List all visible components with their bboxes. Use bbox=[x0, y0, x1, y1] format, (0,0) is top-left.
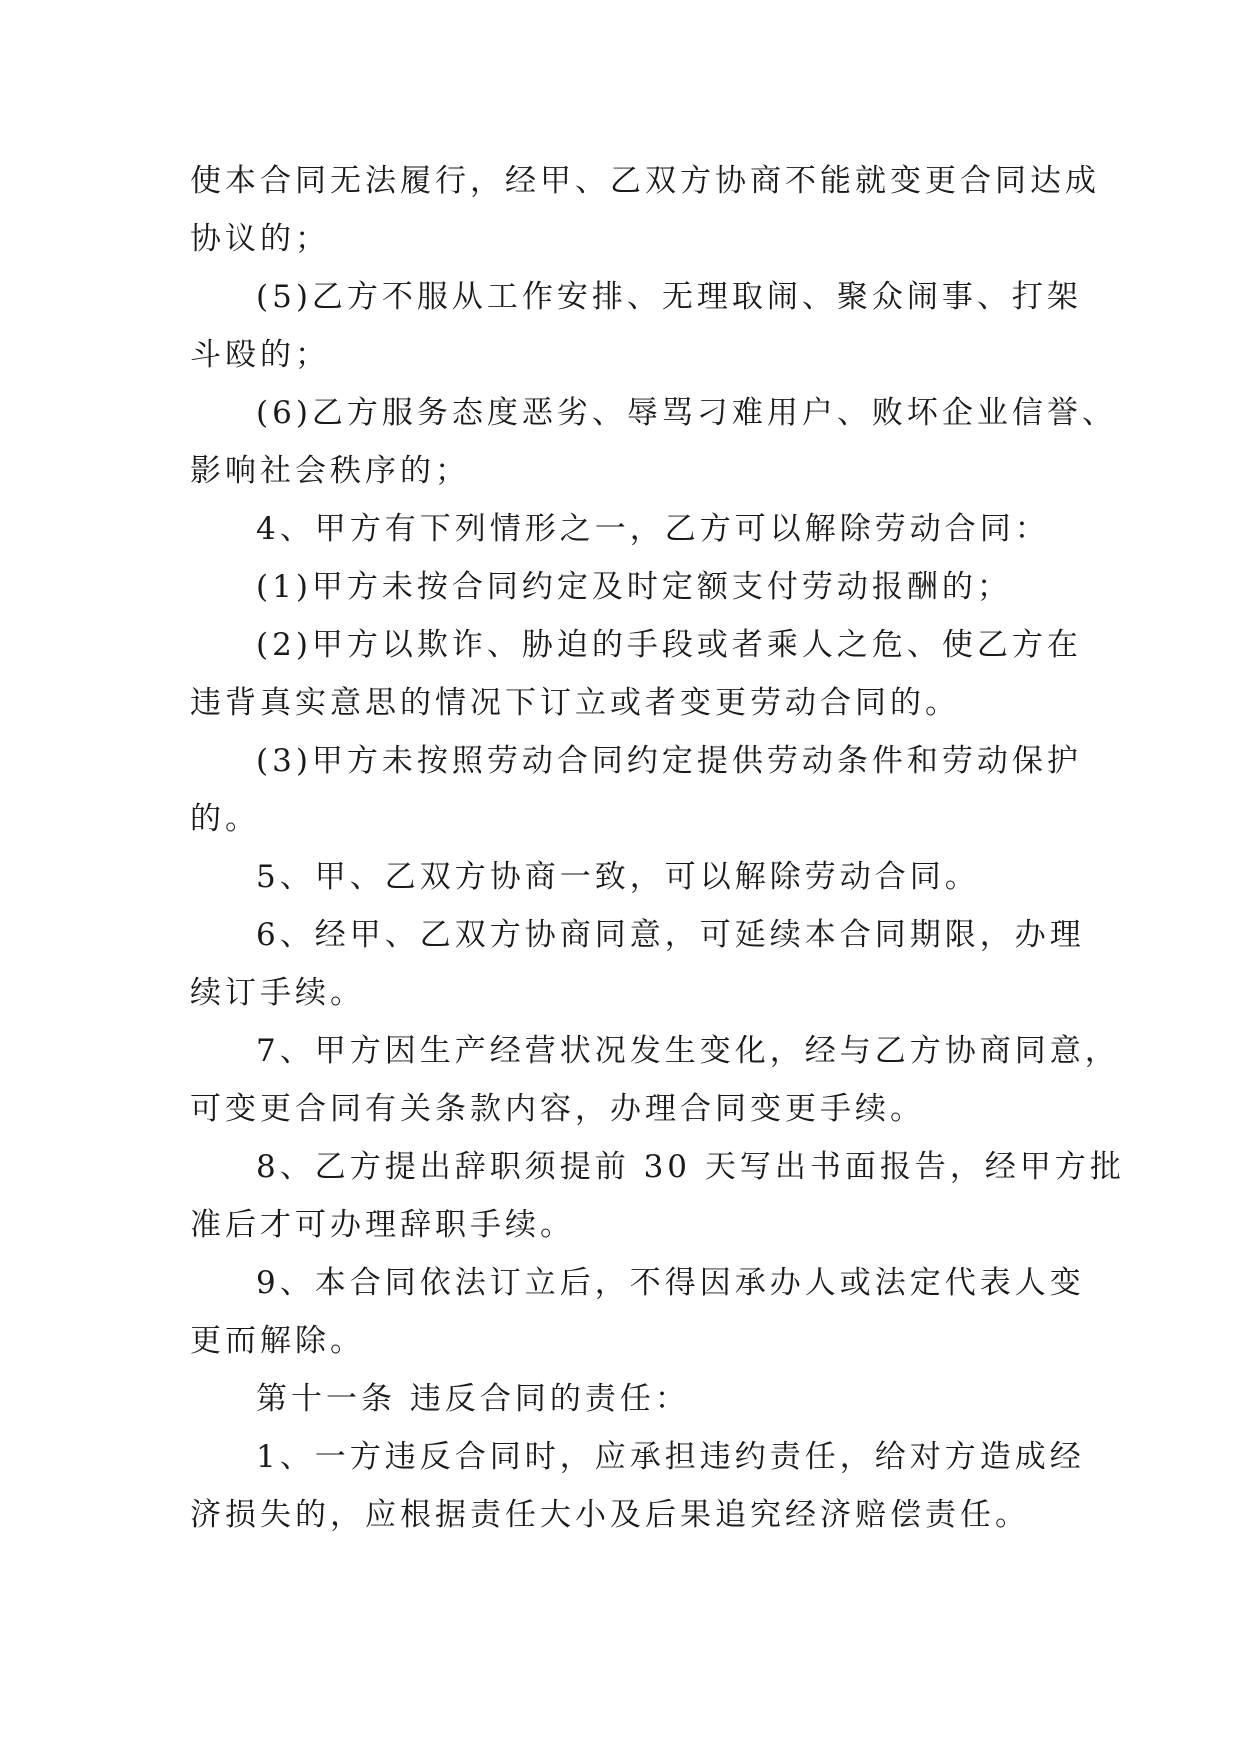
text-line: 影响社会秩序的； bbox=[190, 453, 470, 489]
text-line: (6)乙方服务态度恶劣、辱骂刁难用户、败坏企业信誉、 bbox=[256, 395, 1117, 431]
text-line: 4、甲方有下列情形之一，乙方可以解除劳动合同： bbox=[256, 511, 1050, 547]
text-line: 使本合同无法履行，经甲、乙双方协商不能就变更合同达成 bbox=[190, 163, 1100, 199]
text-line: 准后才可办理辞职手续。 bbox=[190, 1207, 575, 1243]
text-line: (2)甲方以欺诈、胁迫的手段或者乘人之危、使乙方在 bbox=[256, 627, 1082, 663]
text-line: 协议的； bbox=[190, 221, 330, 257]
text-line: 违背真实意思的情况下订立或者变更劳动合同的。 bbox=[190, 685, 960, 721]
text-line: (3)甲方未按照劳动合同约定提供劳动条件和劳动保护 bbox=[256, 743, 1082, 779]
text-line: 续订手续。 bbox=[190, 975, 365, 1011]
text-line: 1、一方违反合同时，应承担违约责任，给对方造成经 bbox=[256, 1439, 1085, 1475]
text-line: 斗殴的； bbox=[190, 337, 330, 373]
text-line: 7、甲方因生产经营状况发生变化，经与乙方协商同意， bbox=[256, 1033, 1120, 1069]
document-body bbox=[190, 152, 1125, 1544]
text-line: 8、乙方提出辞职须提前 30 天写出书面报告，经甲方批 bbox=[256, 1149, 1125, 1185]
text-line: 更而解除。 bbox=[190, 1323, 365, 1359]
text-line: (5)乙方不服从工作安排、无理取闹、聚众闹事、打架 bbox=[256, 279, 1082, 315]
text-line: (1)甲方未按合同约定及时定额支付劳动报酬的； bbox=[256, 569, 1012, 605]
section-heading: 第十一条 违反合同的责任： bbox=[256, 1381, 690, 1417]
text-line: 5、甲、乙双方协商一致，可以解除劳动合同。 bbox=[256, 859, 980, 895]
text-line: 6、经甲、乙双方协商同意，可延续本合同期限，办理 bbox=[256, 917, 1085, 953]
text-line: 的。 bbox=[190, 801, 260, 837]
text-line: 9、本合同依法订立后，不得因承办人或法定代表人变 bbox=[256, 1265, 1085, 1301]
text-line: 可变更合同有关条款内容，办理合同变更手续。 bbox=[190, 1091, 925, 1127]
text-line: 济损失的，应根据责任大小及后果追究经济赔偿责任。 bbox=[190, 1497, 1030, 1533]
